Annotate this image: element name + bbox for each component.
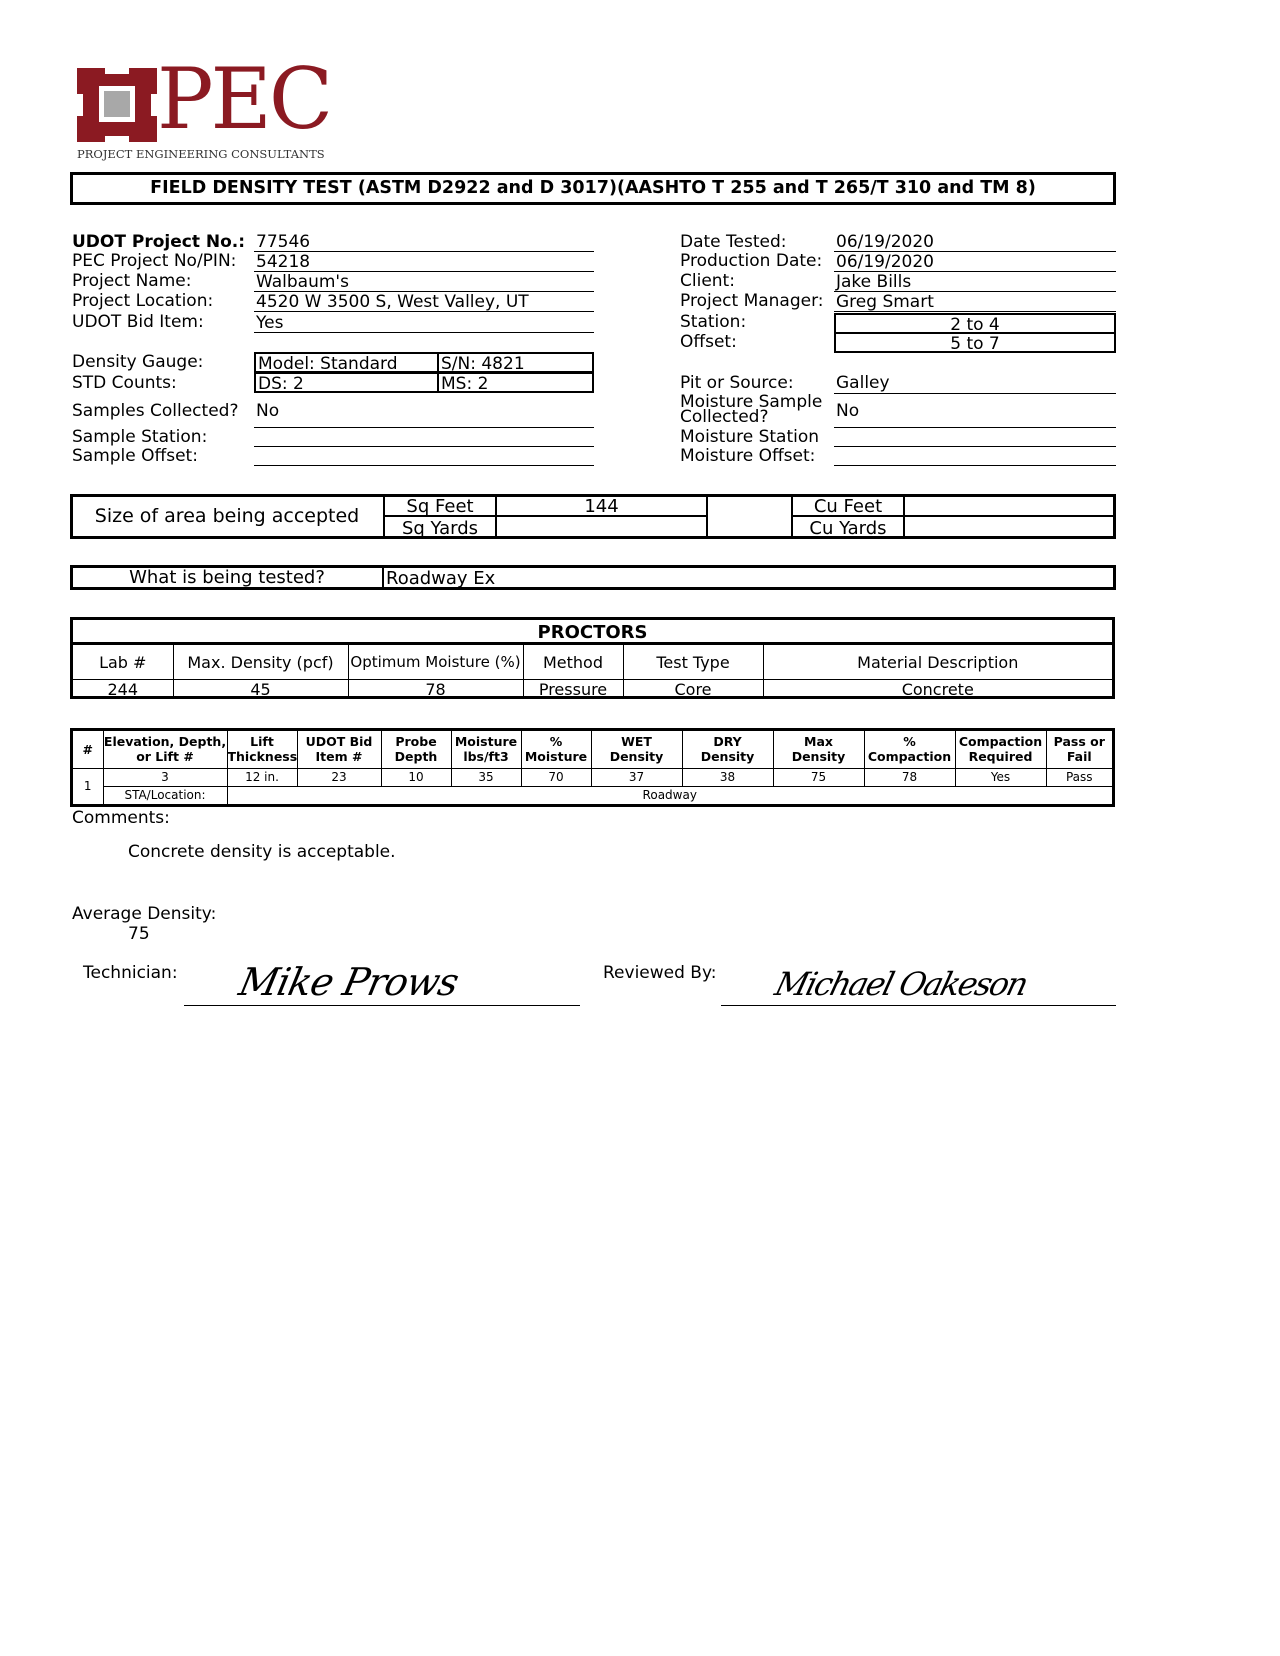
proctor-max-density: 45 (173, 680, 348, 700)
sample-offset-label: Sample Offset: (72, 446, 198, 466)
test-probe: 10 (381, 768, 451, 786)
moisture-sample-label: Moisture Sample (680, 392, 823, 412)
cu-feet-label: Cu Feet (791, 494, 905, 517)
test-row-num: 1 (73, 768, 103, 804)
proctor-header-method: Method (523, 645, 623, 680)
udot-project-value: 77546 (254, 232, 594, 252)
test-bid-item: 23 (297, 768, 381, 786)
test-header-elevation: Elevation, Depth, or Lift # (103, 731, 227, 768)
sample-offset-value (254, 446, 594, 466)
project-location-label: Project Location: (72, 291, 214, 311)
title-box (70, 172, 1116, 205)
logo-tagline: PROJECT ENGINEERING CONSULTANTS (77, 147, 325, 161)
reviewer-label: Reviewed By: (603, 963, 717, 983)
comments-label: Comments: (72, 808, 170, 828)
offset-value: 5 to 7 (834, 332, 1116, 353)
production-date-label: Production Date: (680, 251, 823, 271)
tests-table (73, 731, 1112, 804)
client-value: Jake Bills (834, 272, 1116, 292)
test-dry-density: 38 (682, 768, 773, 786)
gauge-ms: MS: 2 (437, 372, 594, 393)
proctor-lab: 244 (73, 680, 173, 700)
test-pass-fail: Pass (1046, 768, 1112, 786)
moisture-sample-value: No (834, 401, 1116, 428)
proctors-table (73, 644, 1112, 699)
average-density-value: 75 (128, 924, 150, 944)
test-moisture-lbs: 35 (451, 768, 521, 786)
cu-yards-value (903, 515, 1116, 539)
average-density-label: Average Density: (72, 904, 217, 924)
test-header-probe: Probe Depth (381, 731, 451, 768)
date-tested-label: Date Tested: (680, 232, 787, 252)
test-header-compaction-required: Compaction Required (955, 731, 1046, 768)
test-lift: 12 in. (227, 768, 297, 786)
test-header-moisture-lbs: Moisture lbs/ft3 (451, 731, 521, 768)
test-elevation: 3 (103, 768, 227, 786)
page-title: FIELD DENSITY TEST (ASTM D2922 and D 3017)(AASHTO T 255 and T 265/T 310 and TM 8) (150, 178, 1036, 198)
technician-signature: Mike Prows (235, 960, 462, 1004)
technician-signature-line (184, 1005, 580, 1006)
pit-source-label: Pit or Source: (680, 373, 794, 393)
sta-location-value: Roadway (227, 786, 1112, 804)
proctor-optimum-moisture: 78 (348, 680, 523, 700)
technician-label: Technician: (83, 963, 178, 983)
proctor-header-max-density: Max. Density (pcf) (173, 645, 348, 680)
test-header-dry-density: DRY Density (682, 731, 773, 768)
proctor-header-lab: Lab # (73, 645, 173, 680)
proctor-header-material: Material Description (763, 645, 1112, 680)
proctor-test-type: Core (623, 680, 763, 700)
cu-yards-label: Cu Yards (791, 515, 905, 539)
reviewer-signature-line (721, 1005, 1116, 1006)
test-header-compaction: % Compaction (864, 731, 955, 768)
project-manager-value: Greg Smart (834, 292, 1116, 312)
moisture-collected-label: Collected? (680, 407, 769, 427)
proctor-header-test-type: Test Type (623, 645, 763, 680)
project-location-value: 4520 W 3500 S, West Valley, UT (254, 292, 594, 312)
comments-text: Concrete density is acceptable. (128, 842, 396, 862)
project-manager-label: Project Manager: (680, 291, 824, 311)
test-compaction: 78 (864, 768, 955, 786)
bid-item-value: Yes (254, 313, 594, 333)
area-label: Size of area being accepted (94, 505, 360, 527)
sample-station-value (254, 427, 594, 447)
gauge-ds: DS: 2 (254, 372, 439, 393)
date-tested-value: 06/19/2020 (834, 232, 1116, 252)
pit-source-value: Galley (834, 373, 1116, 394)
station-label: Station: (680, 312, 747, 332)
sq-yards-label: Sq Yards (383, 515, 497, 539)
test-header-max-density: Max Density (773, 731, 864, 768)
proctor-material: Concrete (763, 680, 1112, 700)
proctor-header-optimum-moisture: Optimum Moisture (%) (348, 645, 523, 680)
project-name-value: Walbaum's (254, 272, 594, 292)
udot-project-label: UDOT Project No.: (72, 232, 246, 252)
moisture-station-label: Moisture Station (680, 427, 820, 447)
project-name-label: Project Name: (72, 271, 192, 291)
sta-location-label: STA/Location: (103, 786, 227, 804)
logo-wordmark: PEC (157, 50, 331, 148)
test-max-density: 75 (773, 768, 864, 786)
test-compaction-required: Yes (955, 768, 1046, 786)
test-wet-density: 37 (591, 768, 682, 786)
test-header-moisture-pct: % Moisture (521, 731, 591, 768)
pec-logo-mark (77, 68, 157, 142)
gauge-model: Model: Standard (254, 352, 439, 373)
proctors-box (70, 617, 1115, 699)
sample-station-label: Sample Station: (72, 427, 208, 447)
proctor-method: Pressure (523, 680, 623, 700)
test-header-lift: Lift Thickness (227, 731, 297, 768)
production-date-value: 06/19/2020 (834, 252, 1116, 272)
proctors-title: PROCTORS (73, 620, 1112, 644)
test-header-bid-item: UDOT Bid Item # (297, 731, 381, 768)
sq-yards-value (495, 515, 708, 539)
bid-item-label: UDOT Bid Item: (72, 312, 204, 332)
test-header-num: # (73, 731, 103, 768)
client-label: Client: (680, 271, 735, 291)
station-value: 2 to 4 (834, 313, 1116, 334)
moisture-offset-label: Moisture Offset: (680, 446, 816, 466)
area-spacer (706, 494, 793, 539)
tests-box (70, 728, 1115, 807)
cu-feet-value (903, 494, 1116, 517)
reviewer-signature: Michael Oakeson (771, 965, 1031, 1003)
offset-label: Offset: (680, 332, 737, 352)
moisture-offset-value (834, 446, 1116, 466)
test-header-pass-fail: Pass or Fail (1046, 731, 1112, 768)
tested-divider (382, 567, 384, 588)
tested-label: What is being tested? (129, 567, 325, 588)
moisture-station-value (834, 427, 1116, 447)
sq-feet-value: 144 (495, 494, 708, 517)
gauge-sn: S/N: 4821 (437, 352, 594, 373)
density-gauge-label: Density Gauge: (72, 352, 204, 372)
sq-feet-label: Sq Feet (383, 494, 497, 517)
samples-collected-value: No (254, 401, 594, 428)
samples-collected-label: Samples Collected? (72, 401, 239, 421)
pec-logo (77, 50, 337, 164)
pec-project-value: 54218 (254, 252, 594, 272)
test-header-wet-density: WET Density (591, 731, 682, 768)
pec-project-label: PEC Project No/PIN: (72, 251, 237, 271)
tested-value: Roadway Ex (386, 568, 496, 589)
test-moisture-pct: 70 (521, 768, 591, 786)
std-counts-label: STD Counts: (72, 373, 177, 393)
